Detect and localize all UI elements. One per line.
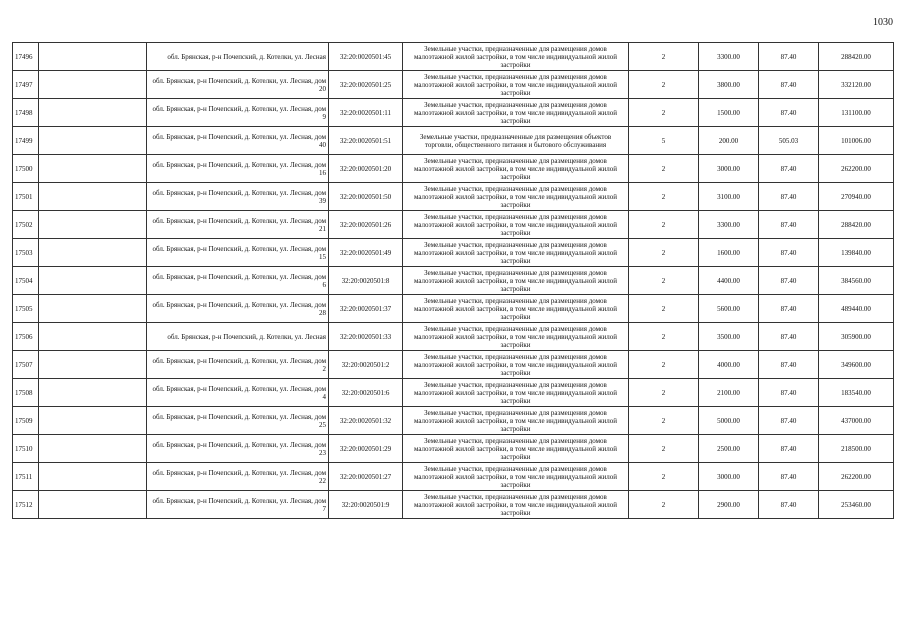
address-cell: обл. Брянская, р-н Почепский, д. Котелки, ул. Лесная, дом 2 [147, 351, 329, 379]
category-cell: 2 [629, 267, 699, 295]
category-cell: 5 [629, 127, 699, 155]
rate-cell: 87.40 [759, 379, 819, 407]
cadastral-number-cell: 32:20:0020501:27 [329, 463, 403, 491]
area-cell: 3300.00 [699, 211, 759, 239]
category-cell: 2 [629, 323, 699, 351]
record-number: 17501 [13, 183, 39, 211]
cadastral-number-cell: 32:20:0020501:33 [329, 323, 403, 351]
record-number: 17503 [13, 239, 39, 267]
rate-cell: 87.40 [759, 239, 819, 267]
record-number: 17506 [13, 323, 39, 351]
category-cell: 2 [629, 407, 699, 435]
address-cell: обл. Брянская, р-н Почепский, д. Котелки, ул. Лесная [147, 323, 329, 351]
record-number: 17498 [13, 99, 39, 127]
address-cell: обл. Брянская, р-н Почепский, д. Котелки, ул. Лесная, дом 15 [147, 239, 329, 267]
record-number: 17509 [13, 407, 39, 435]
rate-cell: 87.40 [759, 407, 819, 435]
cadastral-value-cell: 349600.00 [819, 351, 894, 379]
record-number: 17512 [13, 491, 39, 519]
land-use-cell: Земельные участки, предназначенные для размещения домов малоэтажной жилой застройки, в том числе индивидуальной жилой застройки [403, 211, 629, 239]
area-cell: 4400.00 [699, 267, 759, 295]
cadastral-value-cell: 262200.00 [819, 155, 894, 183]
rate-cell: 87.40 [759, 295, 819, 323]
cadastral-number-cell: 32:20:0020501:29 [329, 435, 403, 463]
spacer-cell [39, 295, 147, 323]
category-cell: 2 [629, 43, 699, 71]
land-use-cell: Земельные участки, предназначенные для размещения домов малоэтажной жилой застройки, в том числе индивидуальной жилой застройки [403, 71, 629, 99]
land-use-cell: Земельные участки, предназначенные для размещения домов малоэтажной жилой застройки, в том числе индивидуальной жилой застройки [403, 239, 629, 267]
record-number: 17504 [13, 267, 39, 295]
cadastral-number-cell: 32:20:0020501:6 [329, 379, 403, 407]
cadastral-value-cell: 270940.00 [819, 183, 894, 211]
rate-cell: 87.40 [759, 155, 819, 183]
category-cell: 2 [629, 211, 699, 239]
rate-cell: 87.40 [759, 351, 819, 379]
address-cell: обл. Брянская, р-н Почепский, д. Котелки, ул. Лесная, дом 7 [147, 491, 329, 519]
area-cell: 2100.00 [699, 379, 759, 407]
address-cell: обл. Брянская, р-н Почепский, д. Котелки, ул. Лесная, дом 40 [147, 127, 329, 155]
record-number: 17499 [13, 127, 39, 155]
spacer-cell [39, 267, 147, 295]
area-cell: 3300.00 [699, 43, 759, 71]
spacer-cell [39, 43, 147, 71]
address-cell: обл. Брянская, р-н Почепский, д. Котелки, ул. Лесная, дом 25 [147, 407, 329, 435]
cadastral-number-cell: 32:20:0020501:50 [329, 183, 403, 211]
spacer-cell [39, 379, 147, 407]
spacer-cell [39, 407, 147, 435]
category-cell: 2 [629, 155, 699, 183]
area-cell: 2900.00 [699, 491, 759, 519]
rate-cell: 87.40 [759, 99, 819, 127]
table-row [13, 71, 894, 99]
cadastral-number-cell: 32:20:0020501:11 [329, 99, 403, 127]
land-use-cell: Земельные участки, предназначенные для размещения домов малоэтажной жилой застройки, в том числе индивидуальной жилой застройки [403, 183, 629, 211]
land-use-cell: Земельные участки, предназначенные для размещения домов малоэтажной жилой застройки, в том числе индивидуальной жилой застройки [403, 99, 629, 127]
cadastral-number-cell: 32:20:0020501:32 [329, 407, 403, 435]
area-cell: 3000.00 [699, 463, 759, 491]
table-row [13, 43, 894, 71]
area-cell: 3500.00 [699, 323, 759, 351]
table-row [13, 99, 894, 127]
cadastral-value-cell: 139840.00 [819, 239, 894, 267]
cadastral-value-cell: 384560.00 [819, 267, 894, 295]
rate-cell: 87.40 [759, 267, 819, 295]
address-cell: обл. Брянская, р-н Почепский, д. Котелки, ул. Лесная, дом 20 [147, 71, 329, 99]
cadastral-value-cell: 332120.00 [819, 71, 894, 99]
area-cell: 3000.00 [699, 155, 759, 183]
spacer-cell [39, 239, 147, 267]
cadastral-number-cell: 32:20:0020501:20 [329, 155, 403, 183]
land-use-cell: Земельные участки, предназначенные для размещения домов малоэтажной жилой застройки, в том числе индивидуальной жилой застройки [403, 43, 629, 71]
record-number: 17497 [13, 71, 39, 99]
category-cell: 2 [629, 183, 699, 211]
table-row [13, 183, 894, 211]
cadastral-value-cell: 305900.00 [819, 323, 894, 351]
cadastral-value-cell: 253460.00 [819, 491, 894, 519]
record-number: 17500 [13, 155, 39, 183]
table-row [13, 295, 894, 323]
cadastral-value-cell: 183540.00 [819, 379, 894, 407]
table-row [13, 351, 894, 379]
rate-cell: 505.03 [759, 127, 819, 155]
spacer-cell [39, 463, 147, 491]
record-number: 17511 [13, 463, 39, 491]
cadastral-number-cell: 32:20:0020501:49 [329, 239, 403, 267]
spacer-cell [39, 323, 147, 351]
record-number: 17510 [13, 435, 39, 463]
category-cell: 2 [629, 239, 699, 267]
cadastral-value-cell: 262200.00 [819, 463, 894, 491]
cadastral-value-cell: 437000.00 [819, 407, 894, 435]
rate-cell: 87.40 [759, 43, 819, 71]
land-use-cell: Земельные участки, предназначенные для размещения домов малоэтажной жилой застройки, в том числе индивидуальной жилой застройки [403, 435, 629, 463]
spacer-cell [39, 491, 147, 519]
table-row [13, 435, 894, 463]
land-registry-table [12, 42, 894, 519]
page-number: 1030 [873, 17, 893, 28]
category-cell: 2 [629, 463, 699, 491]
table-row [13, 239, 894, 267]
land-use-cell: Земельные участки, предназначенные для размещения домов малоэтажной жилой застройки, в том числе индивидуальной жилой застройки [403, 323, 629, 351]
spacer-cell [39, 211, 147, 239]
cadastral-value-cell: 288420.00 [819, 211, 894, 239]
address-cell: обл. Брянская, р-н Почепский, д. Котелки, ул. Лесная, дом 39 [147, 183, 329, 211]
table-row [13, 211, 894, 239]
land-use-cell: Земельные участки, предназначенные для размещения домов малоэтажной жилой застройки, в том числе индивидуальной жилой застройки [403, 463, 629, 491]
cadastral-value-cell: 489440.00 [819, 295, 894, 323]
category-cell: 2 [629, 379, 699, 407]
address-cell: обл. Брянская, р-н Почепский, д. Котелки, ул. Лесная, дом 6 [147, 267, 329, 295]
area-cell: 1600.00 [699, 239, 759, 267]
address-cell: обл. Брянская, р-н Почепский, д. Котелки, ул. Лесная, дом 22 [147, 463, 329, 491]
land-use-cell: Земельные участки, предназначенные для размещения домов малоэтажной жилой застройки, в том числе индивидуальной жилой застройки [403, 379, 629, 407]
land-use-cell: Земельные участки, предназначенные для размещения домов малоэтажной жилой застройки, в том числе индивидуальной жилой застройки [403, 491, 629, 519]
category-cell: 2 [629, 435, 699, 463]
address-cell: обл. Брянская, р-н Почепский, д. Котелки, ул. Лесная, дом 16 [147, 155, 329, 183]
table-row [13, 463, 894, 491]
category-cell: 2 [629, 71, 699, 99]
record-number: 17502 [13, 211, 39, 239]
area-cell: 200.00 [699, 127, 759, 155]
table-row [13, 379, 894, 407]
land-use-cell: Земельные участки, предназначенные для размещения домов малоэтажной жилой застройки, в том числе индивидуальной жилой застройки [403, 267, 629, 295]
table-row [13, 491, 894, 519]
address-cell: обл. Брянская, р-н Почепский, д. Котелки, ул. Лесная, дом 4 [147, 379, 329, 407]
area-cell: 5600.00 [699, 295, 759, 323]
table-row [13, 267, 894, 295]
category-cell: 2 [629, 351, 699, 379]
cadastral-number-cell: 32:20:0020501:51 [329, 127, 403, 155]
table-row [13, 155, 894, 183]
cadastral-number-cell: 32:20:0020501:25 [329, 71, 403, 99]
spacer-cell [39, 127, 147, 155]
address-cell: обл. Брянская, р-н Почепский, д. Котелки, ул. Лесная, дом 9 [147, 99, 329, 127]
area-cell: 3100.00 [699, 183, 759, 211]
land-use-cell: Земельные участки, предназначенные для размещения домов малоэтажной жилой застройки, в том числе индивидуальной жилой застройки [403, 407, 629, 435]
address-cell: обл. Брянская, р-н Почепский, д. Котелки, ул. Лесная, дом 23 [147, 435, 329, 463]
spacer-cell [39, 155, 147, 183]
land-use-cell: Земельные участки, предназначенные для размещения домов малоэтажной жилой застройки, в том числе индивидуальной жилой застройки [403, 351, 629, 379]
spacer-cell [39, 71, 147, 99]
category-cell: 2 [629, 491, 699, 519]
cadastral-number-cell: 32:20:0020501:2 [329, 351, 403, 379]
table-body [13, 43, 894, 519]
address-cell: обл. Брянская, р-н Почепский, д. Котелки, ул. Лесная, дом 21 [147, 211, 329, 239]
cadastral-value-cell: 101006.00 [819, 127, 894, 155]
cadastral-number-cell: 32:20:0020501:37 [329, 295, 403, 323]
cadastral-value-cell: 131100.00 [819, 99, 894, 127]
record-number: 17508 [13, 379, 39, 407]
land-use-cell: Земельные участки, предназначенные для размещения домов малоэтажной жилой застройки, в том числе индивидуальной жилой застройки [403, 295, 629, 323]
category-cell: 2 [629, 99, 699, 127]
table-row [13, 407, 894, 435]
cadastral-number-cell: 32:20:0020501:8 [329, 267, 403, 295]
spacer-cell [39, 435, 147, 463]
table-row [13, 127, 894, 155]
spacer-cell [39, 99, 147, 127]
rate-cell: 87.40 [759, 211, 819, 239]
address-cell: обл. Брянская, р-н Почепский, д. Котелки, ул. Лесная [147, 43, 329, 71]
area-cell: 5000.00 [699, 407, 759, 435]
record-number: 17507 [13, 351, 39, 379]
rate-cell: 87.40 [759, 491, 819, 519]
spacer-cell [39, 351, 147, 379]
address-cell: обл. Брянская, р-н Почепский, д. Котелки, ул. Лесная, дом 28 [147, 295, 329, 323]
area-cell: 2500.00 [699, 435, 759, 463]
land-use-cell: Земельные участки, предназначенные для размещения домов малоэтажной жилой застройки, в том числе индивидуальной жилой застройки [403, 155, 629, 183]
rate-cell: 87.40 [759, 463, 819, 491]
rate-cell: 87.40 [759, 435, 819, 463]
cadastral-number-cell: 32:20:0020501:26 [329, 211, 403, 239]
area-cell: 1500.00 [699, 99, 759, 127]
area-cell: 4000.00 [699, 351, 759, 379]
land-use-cell: Земельные участки, предназначенные для размещения объектов торговли, общественного питания и бытового обслуживания [403, 127, 629, 155]
rate-cell: 87.40 [759, 71, 819, 99]
cadastral-value-cell: 288420.00 [819, 43, 894, 71]
record-number: 17505 [13, 295, 39, 323]
spacer-cell [39, 183, 147, 211]
rate-cell: 87.40 [759, 323, 819, 351]
area-cell: 3800.00 [699, 71, 759, 99]
cadastral-number-cell: 32:20:0020501:9 [329, 491, 403, 519]
cadastral-value-cell: 218500.00 [819, 435, 894, 463]
cadastral-number-cell: 32:20:0020501:45 [329, 43, 403, 71]
table-row [13, 323, 894, 351]
record-number: 17496 [13, 43, 39, 71]
rate-cell: 87.40 [759, 183, 819, 211]
category-cell: 2 [629, 295, 699, 323]
